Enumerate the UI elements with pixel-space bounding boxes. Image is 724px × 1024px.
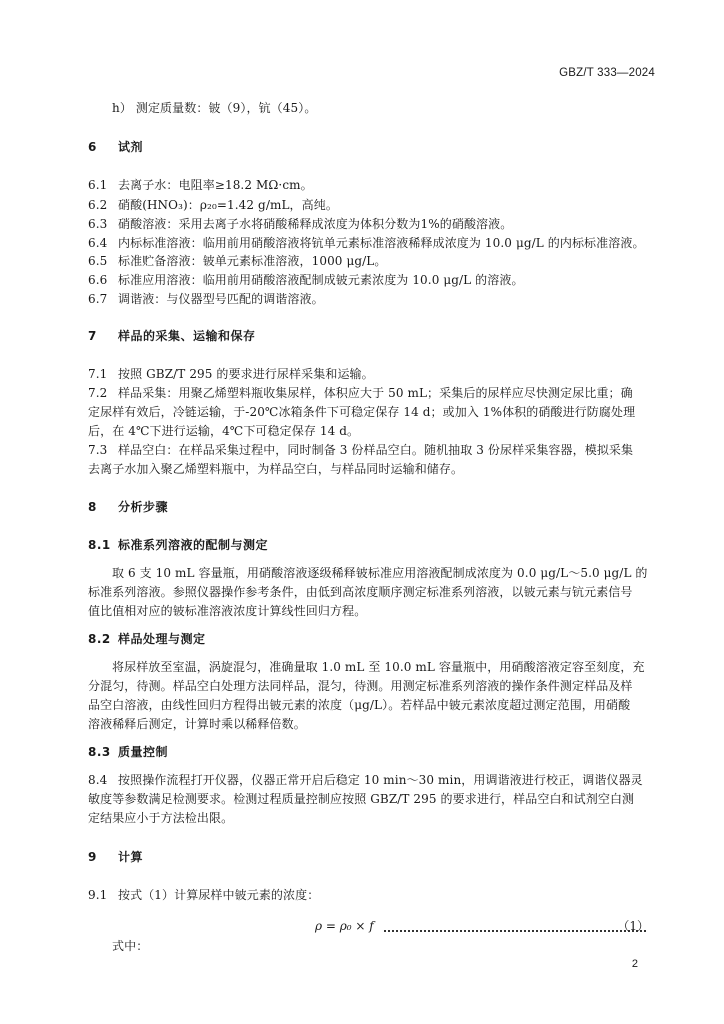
- formula-leader-dots: [384, 922, 646, 932]
- item-8-4-line2: 敏度等参数满足检测要求。检测过程质量控制应按照 GBZ/T 295 的要求进行，样品空白和试剂空白测: [88, 792, 635, 806]
- subsection-8-3-heading: 8.3 质量控制: [88, 745, 169, 759]
- para-8-2-line4: 溶液稀释后测定，计算时乘以稀释倍数。: [88, 717, 306, 731]
- item-8-4: 8.4 按照操作流程打开仪器，仪器正常开启后稳定 10 min～30 min，用调谐液进行校正，调谐仪器灵: [88, 773, 643, 787]
- item-6-6: 6.6 标准应用溶液：临用前用硝酸溶液配制成铍元素浓度为 10.0 μg/L 的溶液。: [88, 273, 524, 287]
- item-7-3-line2: 去离子水加入聚乙烯塑料瓶中，为样品空白，与样品同时运输和储存。: [88, 462, 464, 476]
- section-7-heading: 7 样品的采集、运输和保存: [88, 329, 256, 343]
- para-8-2-line3: 品空白溶液，由线性回归方程得出铍元素的浓度（μg/L）。若样品中铍元素浓度超过测定范围，用硝酸: [88, 698, 631, 712]
- item-h: h） 测定质量数：铍（9），钪（45）。: [112, 101, 317, 115]
- para-8-2-line1: 将尿样放至室温，涡旋混匀，准确量取 1.0 mL 至 10.0 mL 容量瓶中，用硝酸溶液定容至刻度，充: [112, 660, 645, 674]
- para-8-1-line2: 标准系列溶液。参照仪器操作参考条件，由低到高浓度顺序测定标准系列溶液，以铍元素与钪元素信号: [88, 585, 633, 599]
- item-6-3: 6.3 硝酸溶液：采用去离子水将硝酸稀释成浓度为体积分数为1%的硝酸溶液。: [88, 217, 513, 231]
- formula-number: （1）: [617, 919, 649, 933]
- section-6-heading: 6 试剂: [88, 140, 144, 154]
- standard-number: GBZ/T 333—2024: [559, 67, 655, 79]
- para-8-2-line2: 分混匀，待测。样品空白处理方法同样品，混匀，待测。用测定标准系列溶液的操作条件测定样品及样: [88, 679, 633, 693]
- item-6-1: 6.1 去离子水：电阻率≥18.2 MΩ·cm。: [88, 178, 313, 192]
- item-7-2-line3: 后，在 4℃下进行运输，4℃下可稳定保存 14 d。: [88, 424, 360, 438]
- item-6-5: 6.5 标准贮备溶液：铍单元素标准溶液，1000 μg/L。: [88, 254, 387, 268]
- subsection-8-2-heading: 8.2 样品处理与测定: [88, 632, 206, 646]
- item-6-2: 6.2 硝酸(HNO₃)：ρ₂₀=1.42 g/mL，高纯。: [88, 198, 338, 212]
- section-9-heading: 9 计算: [88, 850, 144, 864]
- formula-1: [315, 917, 649, 935]
- item-6-4: 6.4 内标标准溶液：临用前用硝酸溶液将钪单元素标准溶液稀释成浓度为 10.0 μg/L 的内标标准溶液。: [88, 236, 645, 250]
- para-8-1-line3: 值比值相对应的铍标准溶液浓度计算线性回归方程。: [88, 604, 367, 618]
- item-7-2: 7.2 样品采集：用聚乙烯塑料瓶收集尿样，体积应大于 50 mL；采集后的尿样应尽快测定尿比重；确: [88, 386, 633, 400]
- item-7-3: 7.3 样品空白：在样品采集过程中，同时制备 3 份样品空白。随机抽取 3 份尿样采集容器，模拟采集: [88, 443, 634, 457]
- subsection-8-1-heading: 8.1 标准系列溶液的配制与测定: [88, 538, 269, 552]
- page-number: 2: [631, 958, 638, 970]
- item-6-7: 6.7 调谐液：与仪器型号匹配的调谐溶液。: [88, 292, 324, 306]
- item-7-1: 7.1 按照 GBZ/T 295 的要求进行尿样采集和运输。: [88, 367, 374, 381]
- item-9-1: 9.1 按式（1）计算尿样中铍元素的浓度：: [88, 888, 320, 902]
- item-7-2-line2: 定尿样有效后，冷链运输，于-20℃冰箱条件下可稳定保存 14 d；或加入 1%体积的硝酸进行防腐处理: [88, 405, 636, 419]
- item-8-4-line3: 定结果应小于方法检出限。: [88, 811, 234, 825]
- formula-expression: ρ = ρ₀ × f: [315, 919, 374, 933]
- para-8-1-line1: 取 6 支 10 mL 容量瓶，用硝酸溶液逐级稀释铍标准应用溶液配制成浓度为 0.0 μg/L～5.0 μg/L 的: [112, 566, 648, 580]
- section-8-heading: 8 分析步骤: [88, 500, 169, 514]
- where-label: 式中：: [112, 939, 149, 953]
